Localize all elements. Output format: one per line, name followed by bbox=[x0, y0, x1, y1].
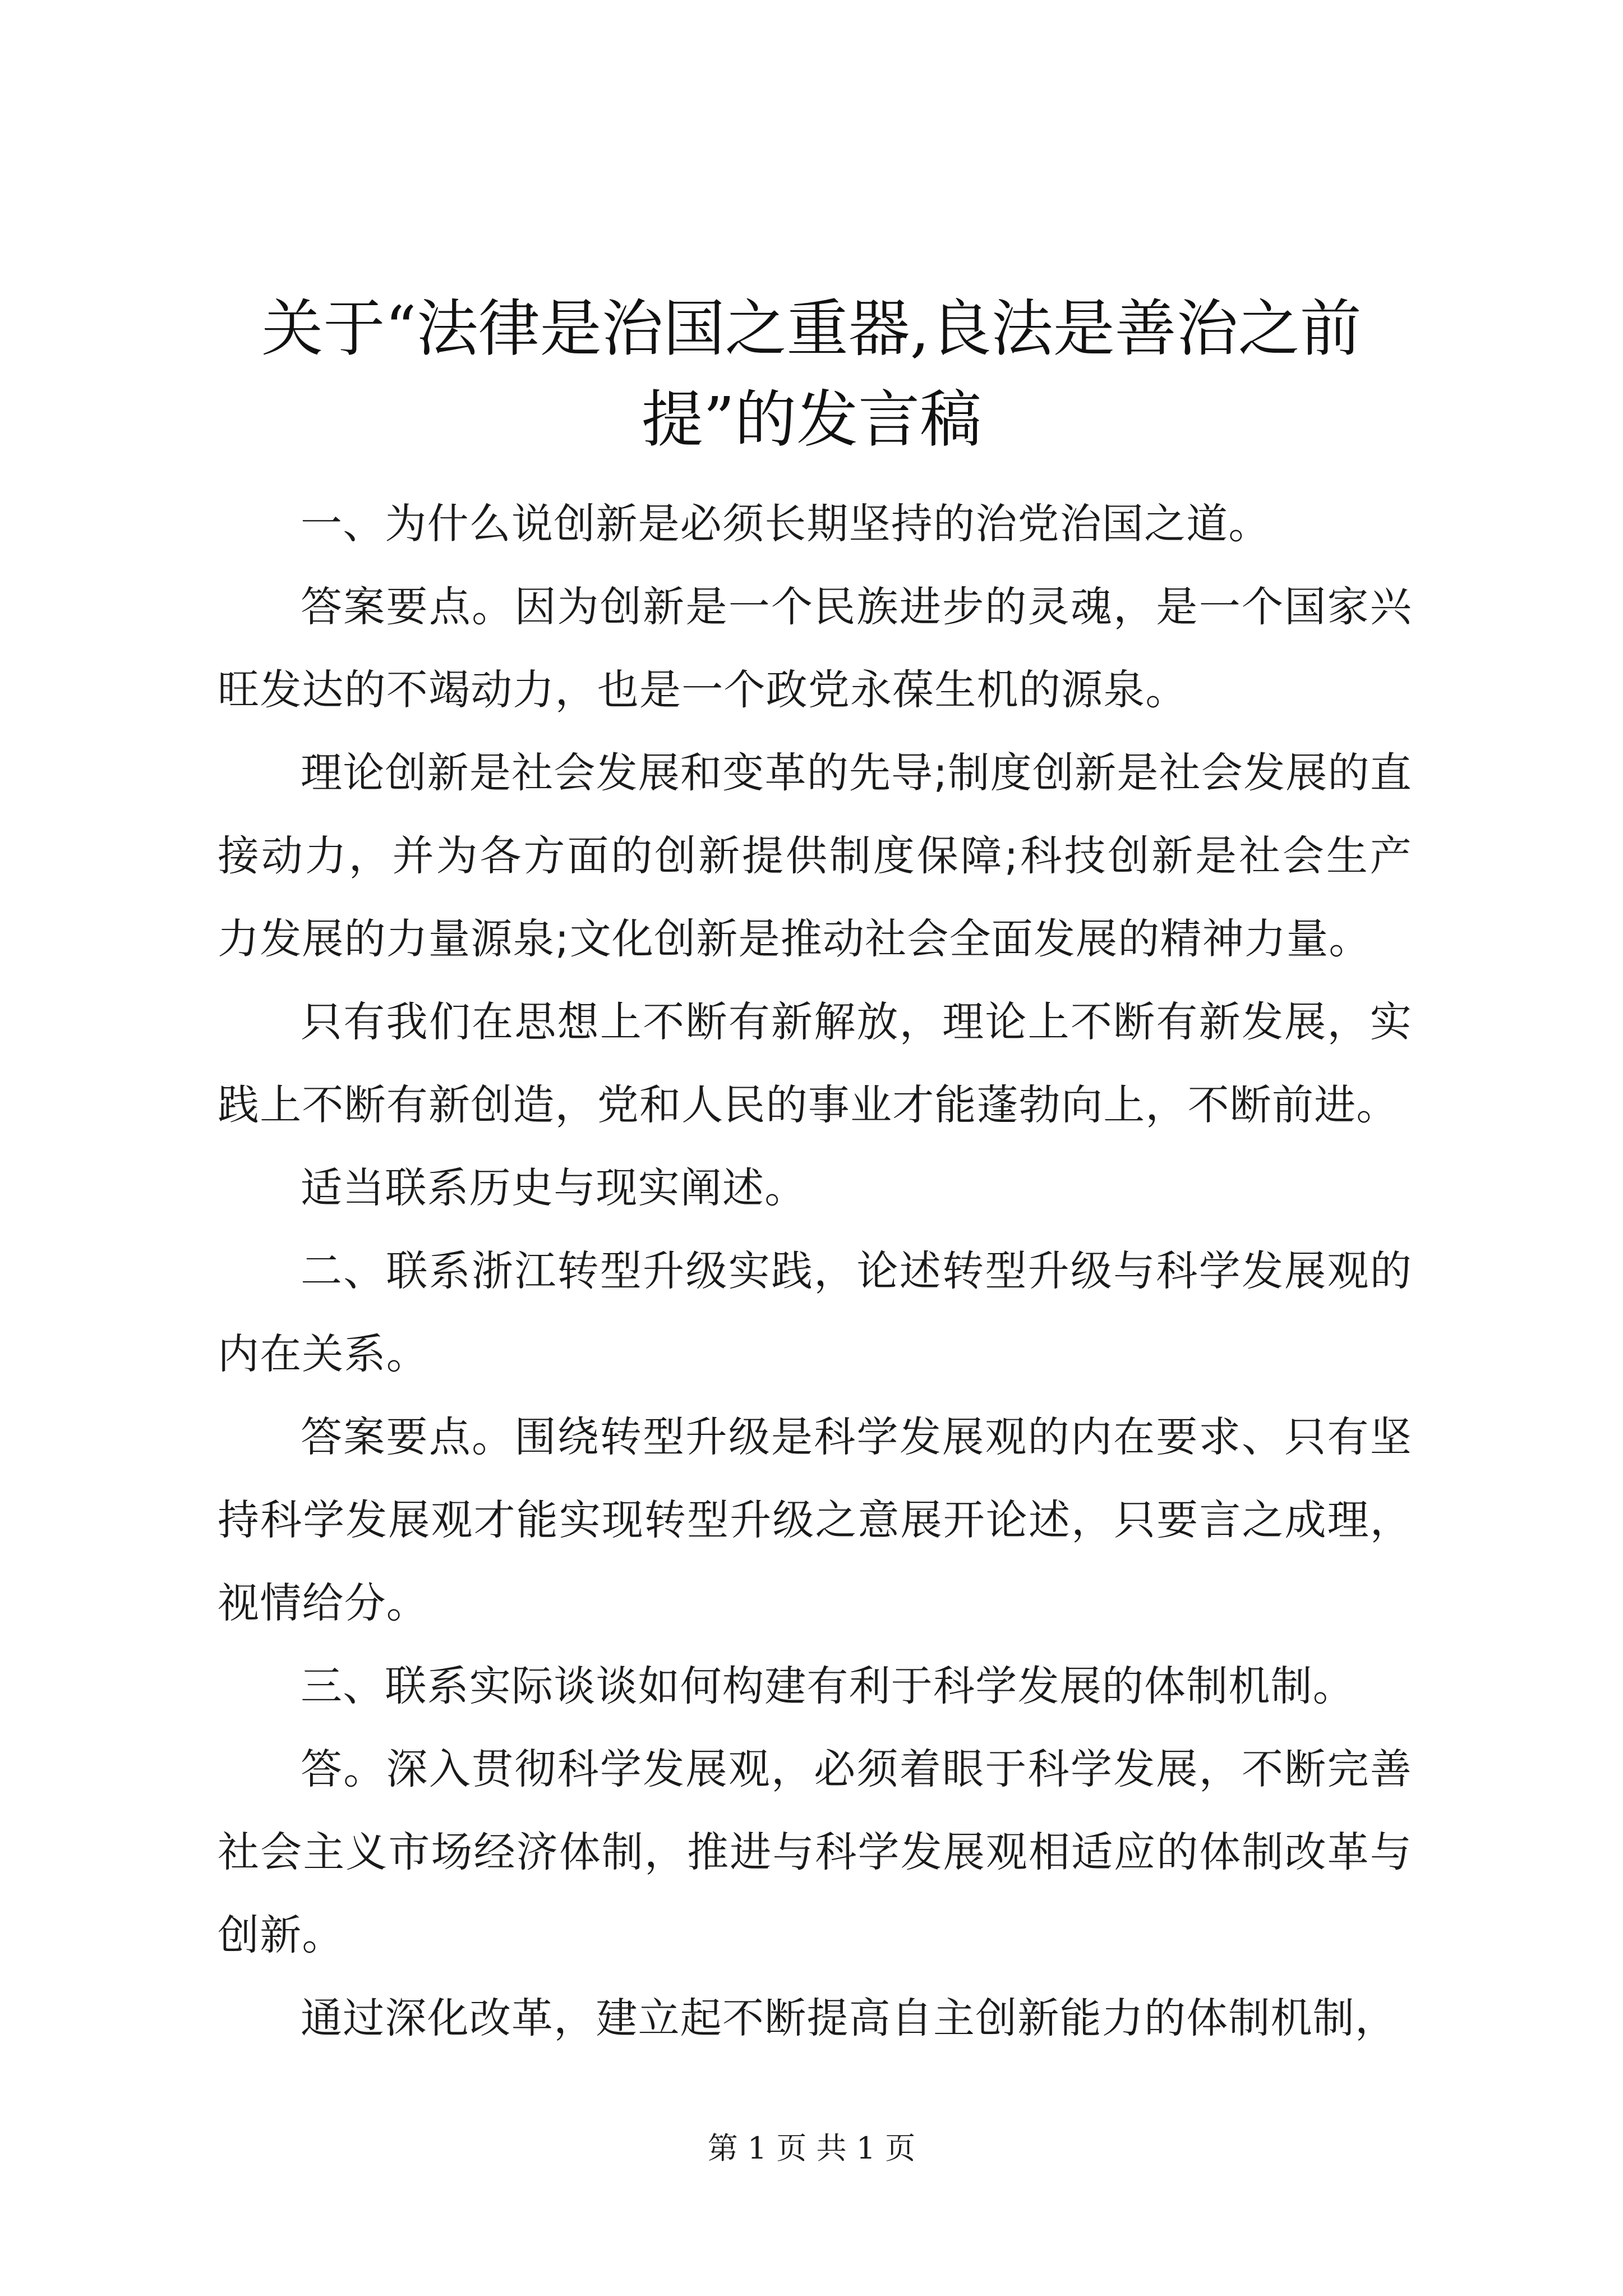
document-body bbox=[218, 482, 1412, 2060]
paragraph: 一、为什么说创新是必须长期坚持的治党治国之道。 bbox=[301, 500, 1271, 548]
paragraph: 二、联系浙江转型升级实践，论述转型升级与科学发展观的内在关系。 bbox=[218, 1247, 1412, 1378]
title-line-1: 关于“法律是治国之重器,良法是善治之前 bbox=[261, 293, 1362, 365]
paragraph: 适当联系历史与现实阐述。 bbox=[301, 1164, 807, 1212]
paragraph: 只有我们在思想上不断有新解放，理论上不断有新发展，实践上不断有新创造，党和人民的事业才能蓬勃向上，不断前进。 bbox=[218, 998, 1412, 1129]
page-footer: 第 1 页 共 1 页 bbox=[707, 2131, 916, 2166]
paragraph: 答案要点。围绕转型升级是科学发展观的内在要求、只有坚持科学发展观才能实现转型升级之意展开论述，只要言之成理，视情给分。 bbox=[218, 1413, 1412, 1627]
document-title bbox=[168, 283, 1455, 465]
paragraph: 答。深入贯彻科学发展观，必须着眼于科学发展，不断完善社会主义市场经济体制，推进与科学发展观相适应的体制改革与创新。 bbox=[218, 1745, 1412, 1959]
title-line-2: 提”的发言稿 bbox=[641, 384, 982, 455]
paragraph: 三、联系实际谈谈如何构建有利于科学发展的体制机制。 bbox=[301, 1662, 1355, 1710]
paragraph: 答案要点。因为创新是一个民族进步的灵魂，是一个国家兴旺发达的不竭动力，也是一个政党永葆生机的源泉。 bbox=[218, 583, 1412, 714]
paragraph: 理论创新是社会发展和变革的先导;制度创新是社会发展的直接动力，并为各方面的创新提供制度保障;科技创新是社会生产力发展的力量源泉;文化创新是推动社会全面发展的精神力量。 bbox=[218, 749, 1412, 963]
paragraph: 通过深化改革，建立起不断提高自主创新能力的体制机制， bbox=[301, 1994, 1398, 2042]
